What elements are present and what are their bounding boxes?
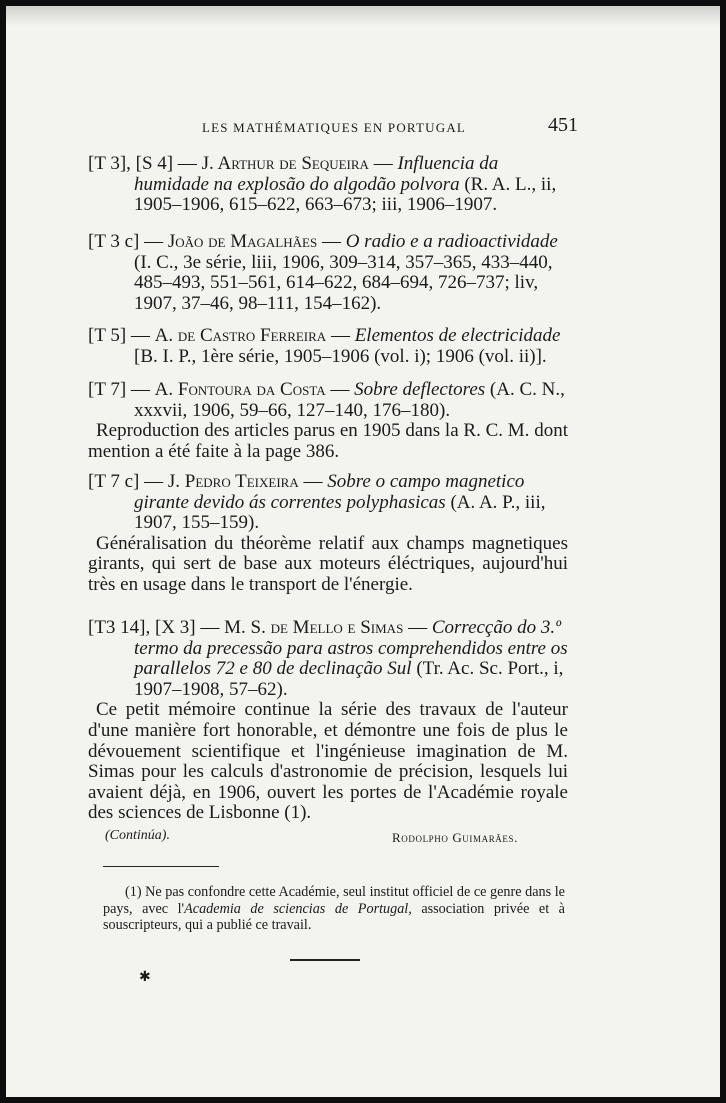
classification-codes: [T 7] (88, 379, 127, 400)
bibliography-entry: [T 3], [S 4] — J. Arthur de Sequeira — Influencia da humidade na explosão do algodão polvora (R. A. L., ii, 1905–1906, 615–622, 663–673; iii, 1906–1907. (88, 153, 557, 216)
end-rule (290, 959, 360, 961)
bibliography-entry: [T 7] — A. Fontoura da Costa — Sobre deflectores (A. C. N., xxxvii, 1906, 59–66, 127–140, 176–180). Reproduction des articles parus en 1905 dans la R. C. M. dont mention a été faite à la page 386. (88, 379, 568, 462)
continued-marker: (Continúa). (105, 828, 170, 843)
entry-author: J. Pedro Teixeira (167, 471, 299, 492)
entry-title: Elementos de electricidade (354, 325, 561, 346)
entry-title: Sobre deflectores (354, 379, 486, 400)
footnote-rule (103, 866, 219, 867)
entry-citation: (Tr. Ac. Sc. Port., i, 1907–1908, 57–62). (134, 658, 564, 700)
entry-citation: [B. I. P., 1ère série, 1905–1906 (vol. i); 1906 (vol. ii)]. (134, 345, 547, 367)
bibliography-entry: [T 3 c] — João de Magalhães — O radio e a radioactividade (I. C., 3e série, liii, 1906, 309–314, 357–365, 433–440, 485–493, 551–561, 614–622, 684–694, 726–737; liv, 1907, 37–46, 98–111, 154–162). (88, 231, 558, 314)
entry-citation: (I. C., 3e série, liii, 1906, 309–314, 357–365, 433–440, 485–493, 551–561, 614–622, 684–694, 726–737; liv, 1907, 37–46, 98–111, 154–162). (134, 251, 553, 314)
bibliography-entry: [T3 14], [X 3] — M. S. de Mello e Simas — Correcção do 3.º termo da precessão para astros comprehendidos entre os parallelos 72 e 80 de declinação Sul (Tr. Ac. Sc. Port., i, 1907–1908, 57–62). Ce petit mémoire continue la série des travaux de l'auteur d'une manière fort honorable, et démontre une fois de plus le dévouement scientifique et l'ingénieuse imagination de M. Simas pour les calculs d'astronomie de précision, lesquels lui avaient déjà, en 1906, ouvert les portes de l'Académie royale des sciences de Lisbonne (1). (88, 617, 568, 824)
entry-title: O radio e a radioactividade (345, 231, 558, 252)
entry-citation: (R. A. L., ii, 1905–1906, 615–622, 663–673; iii, 1906–1907. (134, 173, 557, 216)
entry-author: A. de Castro Ferreira (154, 325, 327, 346)
entry-title: Sobre o campo magnetico girante devido ás correntes polyphasicas (134, 471, 525, 513)
entry-note: Ce petit mémoire continue la série des travaux de l'auteur d'une manière fort honorable, et démontre une fois de plus le dévouement scientifique et l'ingénieuse imagination de M. Simas pour les calculs d'astronomie de précision, lesquels lui avaient déjà, en 1906, ouvert les portes de l'Académie royale des sciences de Lisbonne (1). (88, 699, 568, 824)
bibliography-entry: [T 5] — A. de Castro Ferreira — Elementos de electricidade [B. I. P., 1ère série, 1905–1906 (vol. i); 1906 (vol. ii)]. (88, 325, 561, 367)
classification-codes: [T 3 c] (88, 231, 140, 252)
entry-citation: (A. A. P., iii, 1907, 155–159). (134, 491, 546, 534)
footnote: (1) Ne pas confondre cette Académie, seul institut officiel de ce genre dans le pays, avec l'Academia de sciencias de Portugal, association privée et à souscripteurs, qui a publié ce travail. (103, 884, 565, 933)
entry-title: Correcção do 3.º termo da precessão para astros comprehendidos entre os parallelos 72 e 80 de declinação Sul (134, 617, 568, 680)
scanned-page (6, 6, 720, 1097)
classification-codes: [T 7 c] (88, 471, 140, 492)
entry-author: João de Magalhães (167, 231, 318, 252)
entry-author: J. Arthur de Sequeira (201, 153, 369, 174)
ornament-mark: ✱ (139, 969, 151, 985)
entry-note: Reproduction des articles parus en 1905 dans la R. C. M. dont mention a été faite à la page 386. (88, 420, 568, 462)
running-header: LES MATHÉMATIQUES EN PORTUGAL (202, 120, 467, 135)
classification-codes: [T 5] (88, 325, 127, 346)
bibliography-entry: [T 7 c] — J. Pedro Teixeira — Sobre o campo magnetico girante devido ás correntes polyphasicas (A. A. P., iii, 1907, 155–159). Généralisation du théorème relatif aux champs magnetiques girants, qui sert de base aux moteurs éléctriques, aujourd'hui très en usage dans le transport de l'énergie. (88, 471, 568, 595)
author-signature: Rodolpho Guimarães. (392, 830, 518, 845)
entry-author: A. Fontoura da Costa (154, 379, 326, 400)
page-number: 451 (548, 114, 578, 136)
entry-title: Influencia da humidade na explosão do algodão polvora (134, 153, 499, 195)
entry-citation: (A. C. N., xxxvii, 1906, 59–66, 127–140, 176–180). (134, 379, 565, 421)
entry-note: Généralisation du théorème relatif aux champs magnetiques girants, qui sert de base aux moteurs éléctriques, aujourd'hui très en usage dans le transport de l'énergie. (88, 532, 568, 595)
entry-author: M. S. de Mello e Simas (224, 617, 404, 638)
classification-codes: [T3 14], [X 3] (88, 617, 196, 638)
classification-codes: [T 3], [S 4] (88, 153, 174, 174)
scan-edge-shadow (6, 6, 720, 26)
